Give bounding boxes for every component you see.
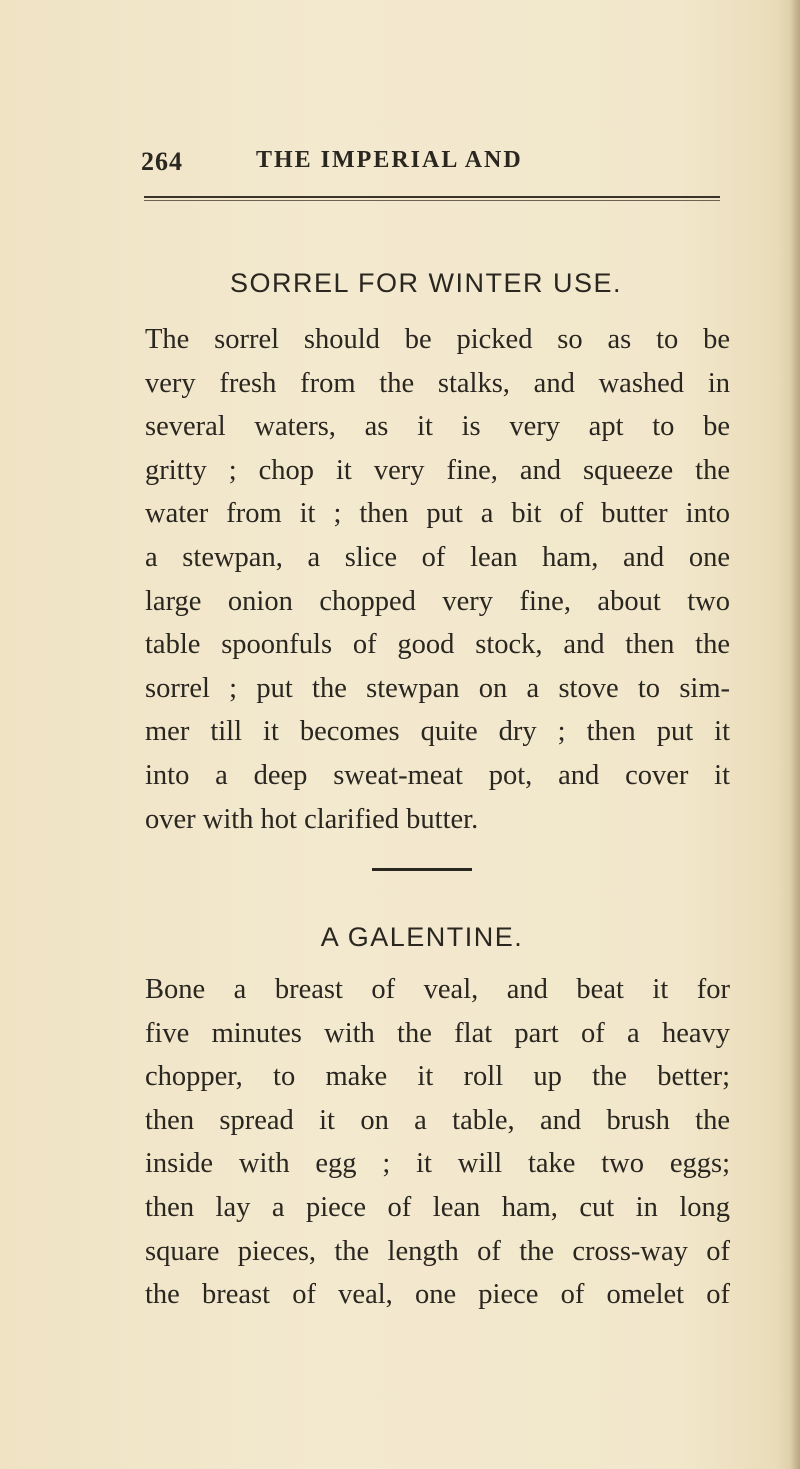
text-line: five minutes with the flat part of a heavy (145, 1017, 730, 1049)
text-line: sorrel ; put the stewpan on a stove to sim- (145, 672, 730, 704)
text-line: the breast of veal, one piece of omelet of (145, 1279, 730, 1311)
text-line: square pieces, the length of the cross-way of (145, 1235, 730, 1267)
text-line: gritty ; chop it very fine, and squeeze the (145, 454, 730, 486)
section-divider (372, 868, 472, 871)
text-line: over with hot clarified butter. (145, 803, 479, 835)
text-line: Bone a breast of veal, and beat it for (145, 974, 730, 1005)
section-heading-sorrel: SORREL FOR WINTER USE. (229, 268, 623, 298)
section-heading-galentine: A GALENTINE. (320, 922, 524, 952)
running-head (0, 147, 800, 187)
page-number: 264 (141, 147, 183, 176)
running-title: THE IMPERIAL AND (256, 147, 523, 173)
text-line: water from it ; then put a bit of butter into (145, 498, 730, 530)
text-line: into a deep sweat-meat pot, and cover it (145, 759, 730, 791)
page-edge-shadow (790, 0, 800, 1469)
text-line: several waters, as it is very apt to be (145, 411, 730, 443)
header-rule-thin (144, 200, 720, 201)
text-line: mer till it becomes quite dry ; then put it (145, 716, 730, 748)
text-line: large onion chopped very fine, about two (145, 585, 730, 617)
text-line: then spread it on a table, and brush the (145, 1104, 730, 1136)
text-line: chopper, to make it roll up the better; (145, 1061, 730, 1093)
text-line: a stewpan, a slice of lean ham, and one (145, 541, 730, 573)
text-line: very fresh from the stalks, and washed in (145, 367, 730, 399)
text-line: table spoonfuls of good stock, and then the (145, 629, 730, 661)
text-line: inside with egg ; it will take two eggs; (145, 1148, 730, 1180)
header-rule (144, 196, 720, 198)
text-line: The sorrel should be picked so as to be (145, 324, 730, 355)
section-body-galentine (145, 968, 730, 1317)
section-body-sorrel (145, 318, 730, 841)
text-line: then lay a piece of lean ham, cut in long (145, 1191, 730, 1223)
